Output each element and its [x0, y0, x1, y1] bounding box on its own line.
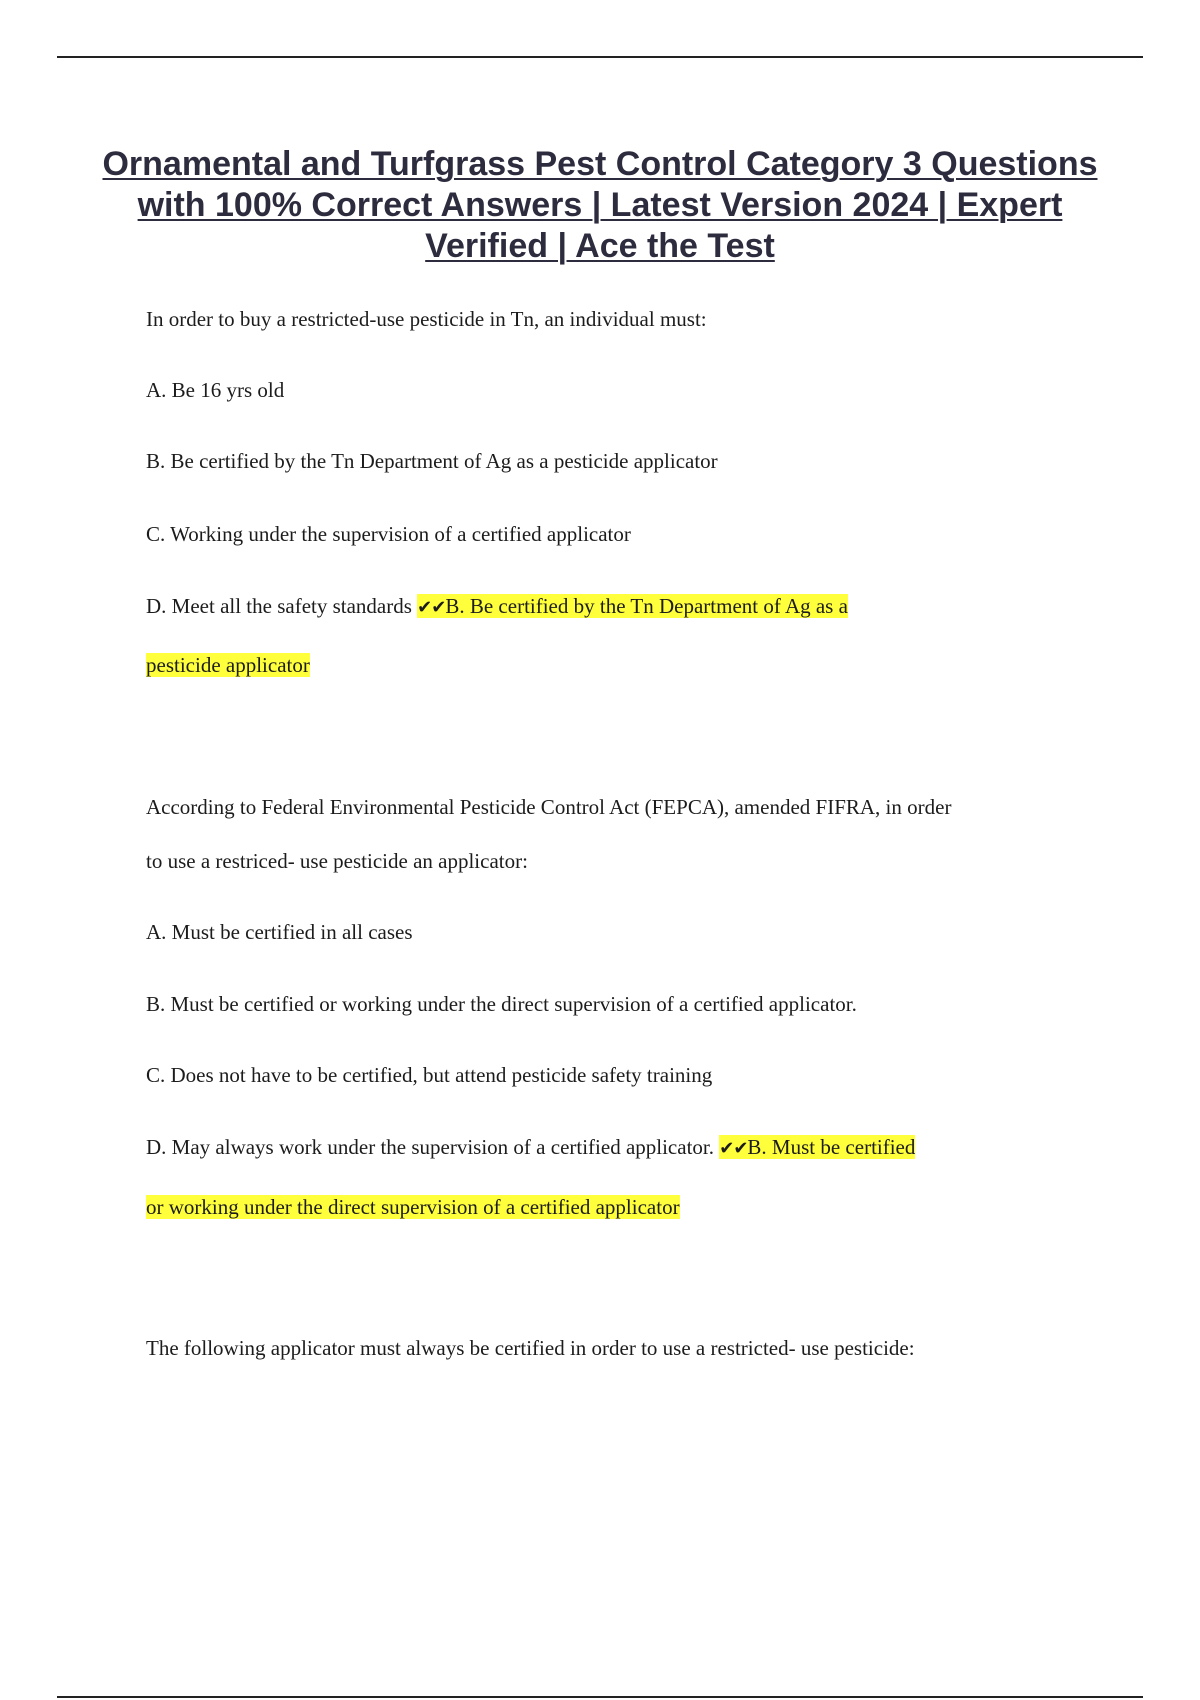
top-rule	[57, 56, 1143, 58]
question-2-answer-continuation	[146, 1194, 680, 1220]
question-1-option-a: A. Be 16 yrs old	[146, 378, 285, 402]
question-2-answer-line1: B. Must be certified	[747, 1135, 916, 1159]
check-mark-icon: ✔✔	[719, 1138, 748, 1159]
question-2-answer-line2: or working under the direct supervision of a certified applicator	[146, 1195, 680, 1219]
question-3-prompt: The following applicator must always be certified in order to use a restricted- use pesticide:	[146, 1336, 915, 1360]
question-2-option-a: A. Must be certified in all cases	[146, 920, 413, 944]
question-2-prompt-line1: According to Federal Environmental Pesticide Control Act (FEPCA), amended FIFRA, in order	[146, 795, 952, 819]
question-1-answer-line2: pesticide applicator	[146, 653, 310, 677]
question-1-option-b: B. Be certified by the Tn Department of Ag as a pesticide applicator	[146, 449, 718, 473]
question-1-option-c: C. Working under the supervision of a certified applicator	[146, 522, 631, 546]
question-2-option-b: B. Must be certified or working under the direct supervision of a certified applicator.	[146, 992, 857, 1016]
question-1-answer-highlight	[417, 594, 848, 618]
question-1-option-d: D. Meet all the safety standards	[146, 594, 412, 618]
question-1-answer-continuation	[146, 652, 310, 678]
question-1-answer-line1: B. Be certified by the Tn Department of Ag as a	[445, 594, 848, 618]
question-1-option-d-line	[146, 593, 848, 621]
question-2-answer-highlight	[719, 1135, 915, 1159]
question-2-option-d: D. May always work under the supervision of a certified applicator.	[146, 1135, 714, 1159]
document-title: Ornamental and Turfgrass Pest Control Category 3 Questions with 100% Correct Answers | Latest Version 2024 | Expert Verified | Ace the Test	[102, 145, 1098, 265]
question-2-option-d-line	[146, 1134, 915, 1162]
question-2-prompt-line2: to use a restriced- use pesticide an applicator:	[146, 849, 528, 873]
bottom-rule	[57, 1696, 1143, 1698]
check-mark-icon: ✔✔	[417, 597, 446, 618]
question-1-prompt: In order to buy a restricted-use pesticide in Tn, an individual must:	[146, 307, 707, 331]
question-2-option-c: C. Does not have to be certified, but attend pesticide safety training	[146, 1063, 713, 1087]
